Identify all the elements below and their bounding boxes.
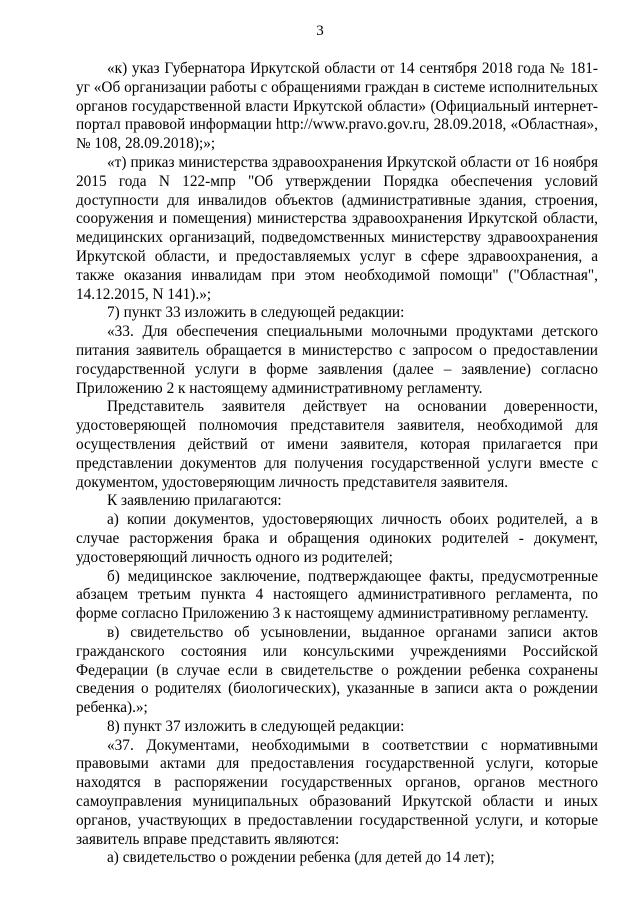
paragraph-point-37: «37. Документами, необходимыми в соответствии с нормативными правовыми актами для предоставления государственной услуги, которые находятся в распоряжении государственных органов, органов местного самоуправления муниципальных образований Иркутской области и иных органов, участвующих в предоставлении государственной услуги, и которые заявитель вправе представить являются:: [76, 736, 598, 848]
paragraph-birth-certificate: а) свидетельство о рождении ребенка (для детей до 14 лет);: [107, 849, 495, 867]
paragraph-attachment-v: в) свидетельство об усыновлении, выданное органами записи актов гражданского состояния или консульскими учреждениями Российской Федерации (в случае если в свидетельстве о рождении ребенка сохранены сведения о родителях (биологических), указанные в записи акта о рождении ребенка).»;: [76, 623, 598, 717]
paragraph-clause-7: 7) пункт 33 изложить в следующей редакции:: [107, 304, 405, 322]
paragraph-representative: Представитель заявителя действует на основании доверенности, удостоверяющей полномочия представителя заявителя, необходимой для осуществления действий от имени заявителя, которая прилагается при представлении документов для получения государственной услуги вместе с документом, удостоверяющим личность представителя заявителя.: [76, 398, 598, 491]
paragraph-item-k: «к) указ Губернатора Иркутской области от 14 сентября 2018 года № 181-уг «Об организации работы с обращениями граждан в системе исполнительных органов государственной власти Иркутской области» (Официальный интернет-портал правовой информации http://www.pravo.gov.ru, 28.09.2018, «Областная», № 108, 28.09.2018);»;: [76, 60, 598, 153]
document-body: [76, 60, 598, 868]
paragraph-attachment-b: б) медицинское заключение, подтверждающее факты, предусмотренные абзацем третьим пункта 4 настоящего административного регламента, по форме согласно Приложению 3 к настоящему административному регламенту.: [76, 567, 598, 623]
paragraph-clause-8: 8) пункт 37 изложить в следующей редакции:: [107, 717, 405, 735]
paragraph-point-33: «33. Для обеспечения специальными молочными продуктами детского питания заявитель обращается в министерство с запросом о предоставлении государственной услуги в форме заявления (далее – заявление) согласно Приложению 2 к настоящему административному регламенту.: [76, 323, 598, 397]
paragraph-item-t: «т) приказ министерства здравоохранения Иркутской области от 16 ноября 2015 года N 122-мпр "Об утверждении Порядка обеспечения условий доступности для инвалидов объектов (административные здания, строения, сооружения и помещения) министерства здравоохранения Иркутской области, медицинских организаций, подведомственных министерству здравоохранения Иркутской области, и предоставляемых услуг в сфере здравоохранения, а также оказания инвалидам при этом необходимой помощи" ("Областная", 14.12.2015, N 141).»;: [76, 153, 598, 303]
paragraph-attachment-a: а) копии документов, удостоверяющих личность обоих родителей, а в случае расторжения брака и обращения одиноких родителей - документ, удостоверяющий личность одного из родителей;: [76, 511, 598, 566]
paragraph-attachments-intro: К заявлению прилагаются:: [107, 492, 282, 510]
page-number: 3: [316, 23, 324, 39]
